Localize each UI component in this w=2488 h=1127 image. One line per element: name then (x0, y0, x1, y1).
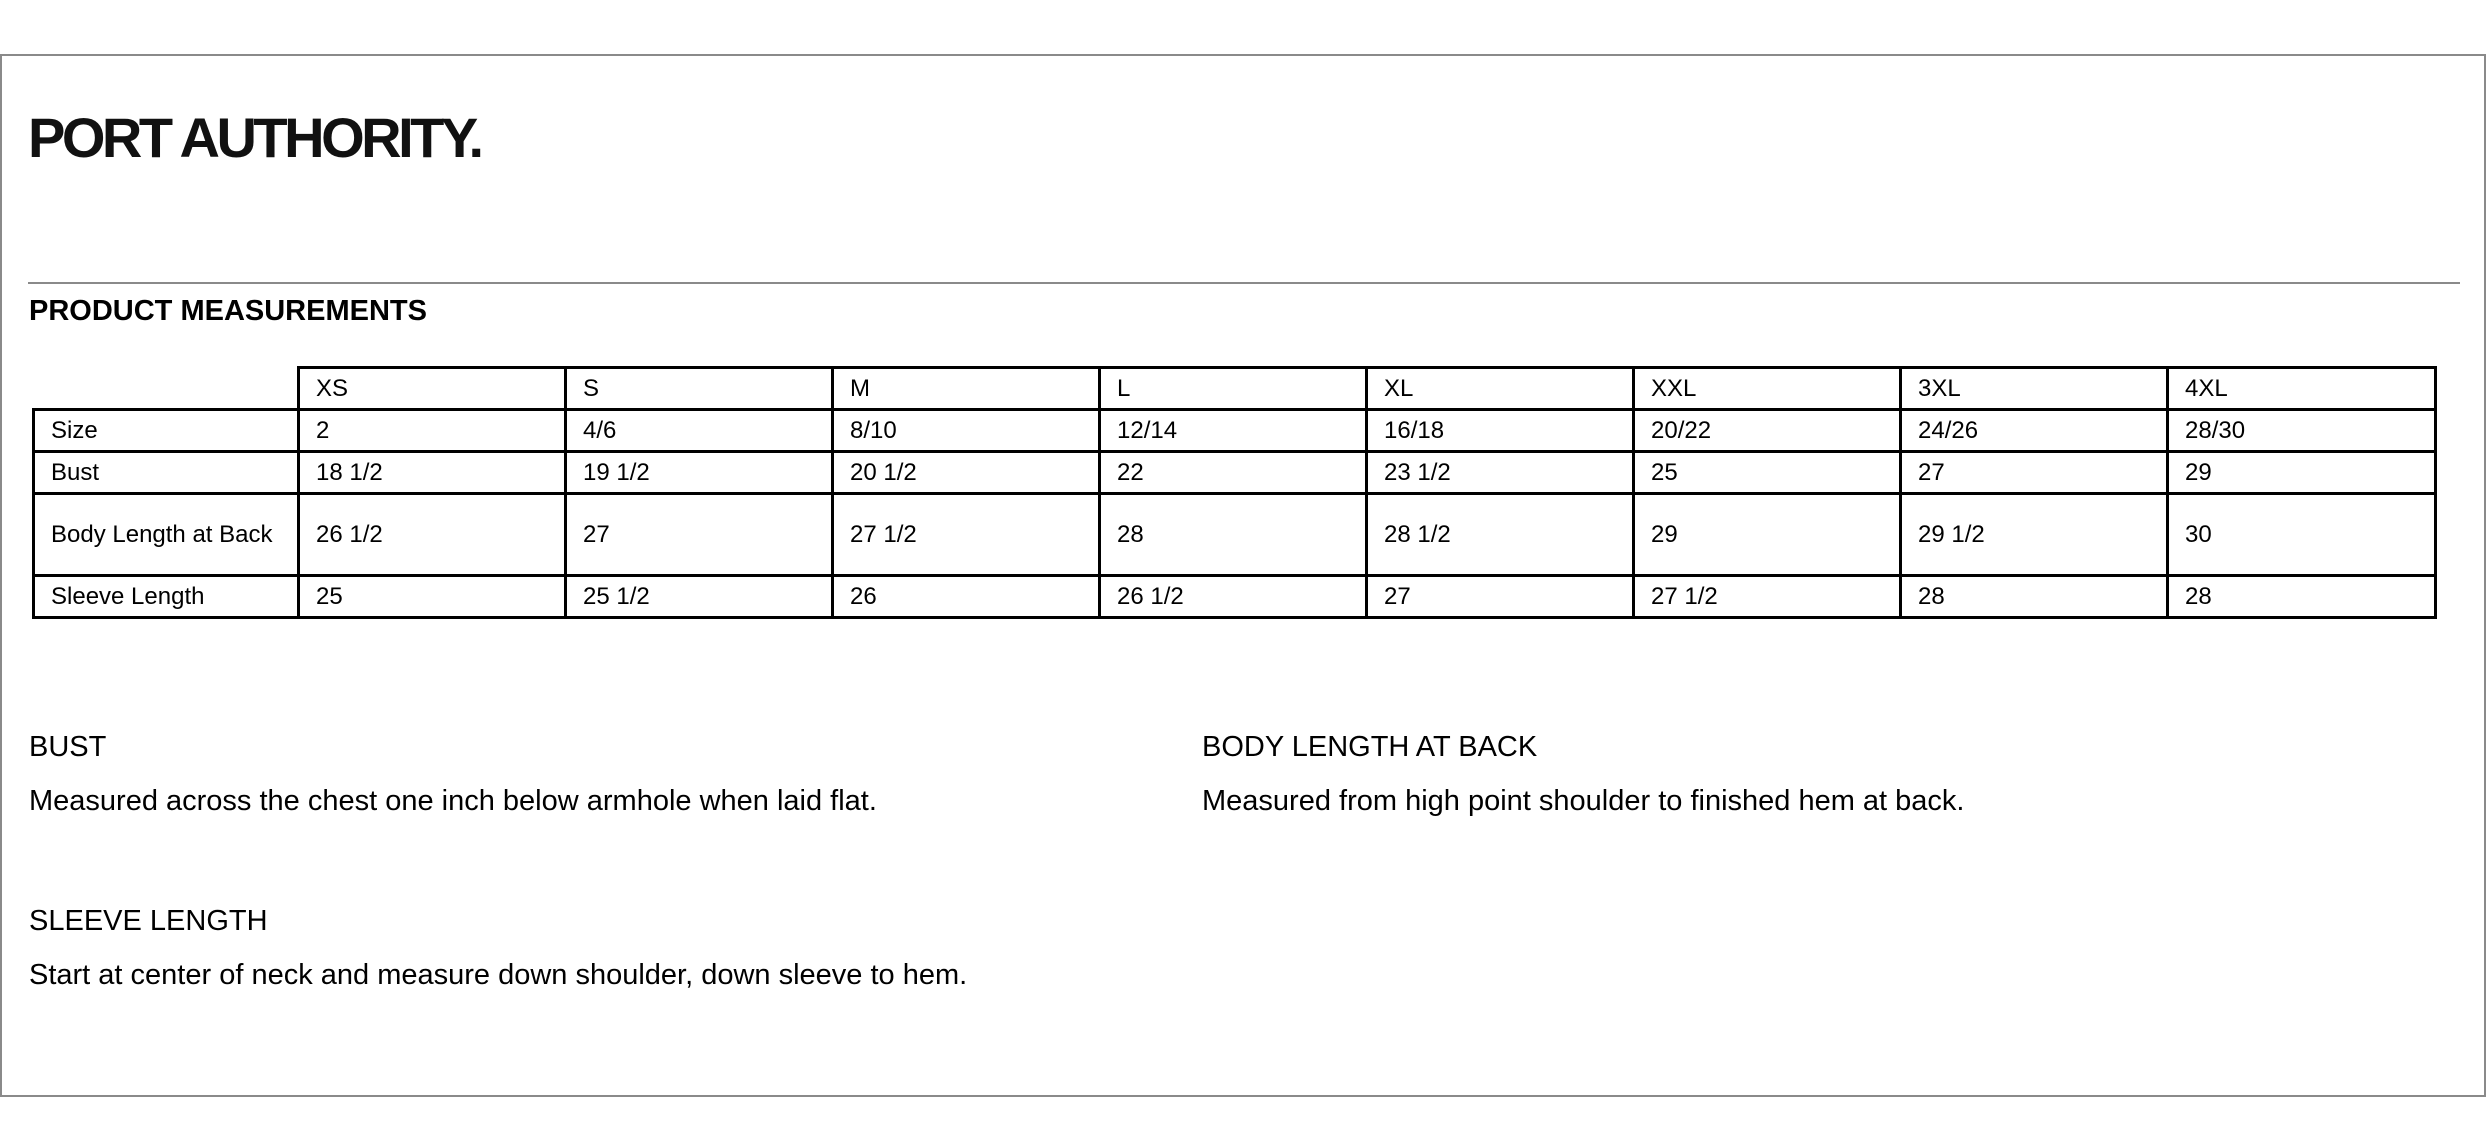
measurements-table (32, 366, 2437, 619)
section-title: PRODUCT MEASUREMENTS (29, 295, 427, 327)
table-cell: 22 (1100, 452, 1367, 494)
header-size-xxl: XXL (1634, 368, 1901, 410)
table-cell: 25 (1634, 452, 1901, 494)
table-cell: 27 (1367, 576, 1634, 618)
table-cell: 2 (299, 410, 566, 452)
table-cell: 26 1/2 (1100, 576, 1367, 618)
table-cell: 28 (1901, 576, 2168, 618)
table-cell: 24/26 (1901, 410, 2168, 452)
table-cell: 4/6 (566, 410, 833, 452)
brand-logo: PORT AUTHORITY. (28, 106, 481, 169)
header-blank-cell (34, 368, 299, 410)
table-cell: 28 (2168, 576, 2436, 618)
table-row (34, 452, 2436, 494)
body-length-description: Measured from high point shoulder to finished hem at back. (1202, 785, 1965, 817)
table-cell: 25 (299, 576, 566, 618)
table-cell: 19 1/2 (566, 452, 833, 494)
table-row (34, 494, 2436, 576)
table-cell: 23 1/2 (1367, 452, 1634, 494)
table-row (34, 576, 2436, 618)
row-label-sleeve-length: Sleeve Length (34, 576, 299, 618)
table-cell: 25 1/2 (566, 576, 833, 618)
table-cell: 27 (566, 494, 833, 576)
table-cell: 26 (833, 576, 1100, 618)
table-cell: 8/10 (833, 410, 1100, 452)
table-cell: 27 1/2 (1634, 576, 1901, 618)
table-cell: 12/14 (1100, 410, 1367, 452)
table-cell: 27 1/2 (833, 494, 1100, 576)
bust-description: Measured across the chest one inch below armhole when laid flat. (29, 785, 877, 817)
header-size-xs: XS (299, 368, 566, 410)
row-label-size: Size (34, 410, 299, 452)
divider (28, 282, 2460, 284)
row-label-body-length: Body Length at Back (34, 494, 299, 576)
table-cell: 29 (2168, 452, 2436, 494)
body-length-heading: BODY LENGTH AT BACK (1202, 731, 1538, 763)
table-cell: 29 (1634, 494, 1901, 576)
table-cell: 27 (1901, 452, 2168, 494)
header-size-m: M (833, 368, 1100, 410)
table-cell: 29 1/2 (1901, 494, 2168, 576)
table-cell: 28/30 (2168, 410, 2436, 452)
table-row (34, 410, 2436, 452)
header-size-3xl: 3XL (1901, 368, 2168, 410)
header-size-xl: XL (1367, 368, 1634, 410)
table-cell: 28 1/2 (1367, 494, 1634, 576)
table-cell: 20 1/2 (833, 452, 1100, 494)
table-cell: 18 1/2 (299, 452, 566, 494)
header-size-s: S (566, 368, 833, 410)
table-cell: 30 (2168, 494, 2436, 576)
table-cell: 16/18 (1367, 410, 1634, 452)
header-size-4xl: 4XL (2168, 368, 2436, 410)
table-cell: 20/22 (1634, 410, 1901, 452)
table-cell: 28 (1100, 494, 1367, 576)
header-size-l: L (1100, 368, 1367, 410)
row-label-bust: Bust (34, 452, 299, 494)
sleeve-length-heading: SLEEVE LENGTH (29, 905, 268, 937)
table-cell: 26 1/2 (299, 494, 566, 576)
bust-heading: BUST (29, 731, 107, 763)
table-header-row (34, 368, 2436, 410)
sleeve-length-description: Start at center of neck and measure down shoulder, down sleeve to hem. (29, 959, 968, 991)
